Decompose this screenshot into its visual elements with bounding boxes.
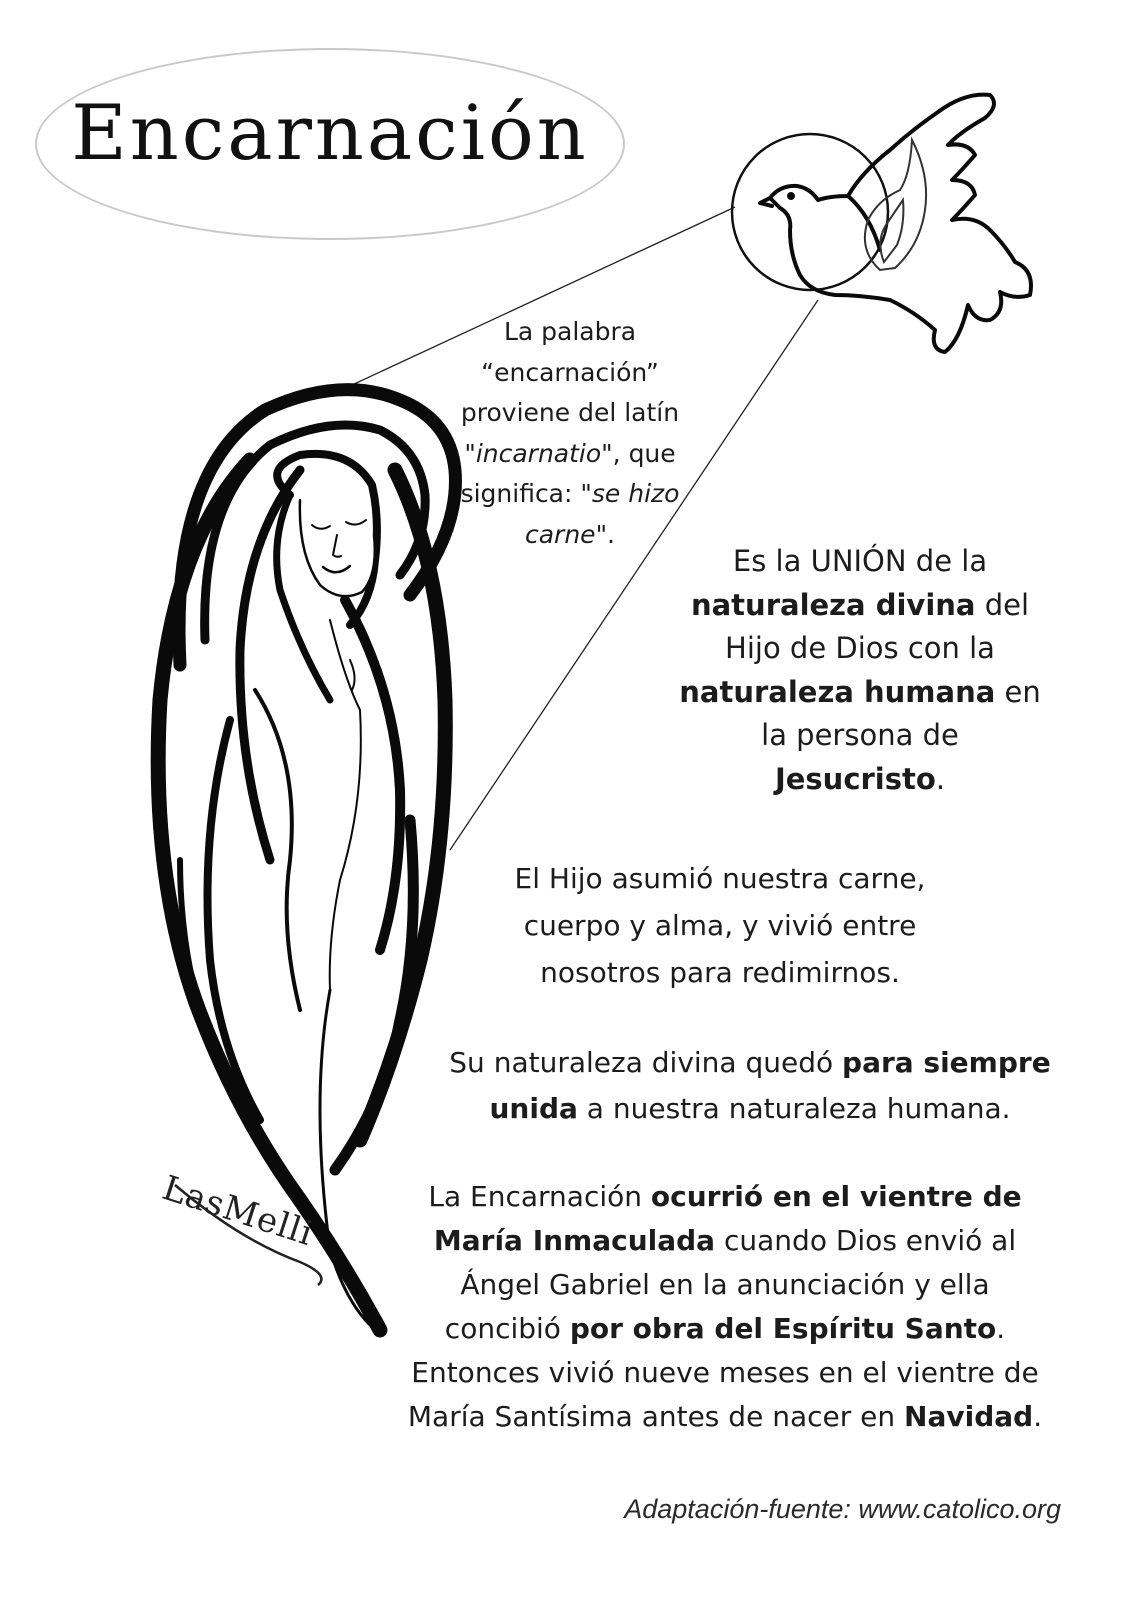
encarnacion-line: Entonces vivió nueve meses en el vientre de <box>411 1356 1039 1389</box>
encarnacion-line: . <box>1033 1400 1043 1433</box>
siempre-line: Su naturaleza divina quedó <box>449 1046 843 1079</box>
artist-signature: LasMelli <box>157 1168 319 1255</box>
dove-holy-spirit-icon <box>760 95 1031 352</box>
siempre-bold: para siempre <box>842 1046 1051 1079</box>
encarnacion-bold: ocurrió en el vientre de <box>650 1180 1022 1213</box>
union-line: . <box>935 761 946 796</box>
union-bold: naturaleza divina <box>690 587 976 622</box>
hijo-line: nosotros para redimirnos. <box>540 956 900 989</box>
encarnacion-line: Ángel Gabriel en la anunciación y ella <box>460 1268 990 1301</box>
union-line: la persona de <box>761 718 959 752</box>
union-line: Hijo de Dios con la <box>725 631 995 665</box>
etymology-quote: " <box>464 438 476 468</box>
union-bold: Jesucristo <box>774 761 936 796</box>
meaning-text: se hizo <box>591 479 680 508</box>
siempre-bold: unida <box>489 1092 578 1125</box>
encarnacion-bold: por obra del Espíritu Santo <box>569 1312 997 1345</box>
encarnacion-bold: María Inmaculada <box>433 1224 716 1257</box>
encarnacion-bold: Navidad <box>904 1400 1034 1433</box>
siempre-text <box>430 1040 1070 1132</box>
etymology-line: La palabra <box>503 317 637 346</box>
etymology-line: ". <box>595 519 616 549</box>
hijo-line: cuerpo y alma, y vivió entre <box>523 909 917 942</box>
union-text <box>665 540 1055 801</box>
etymology-line: “encarnación” <box>481 357 659 387</box>
encarnacion-line: . <box>996 1312 1006 1345</box>
union-bold: naturaleza humana <box>679 674 996 709</box>
encarnacion-line: cuando Dios envió al <box>715 1224 1017 1257</box>
encarnacion-line: concibió <box>444 1312 570 1345</box>
page-title: Encarnación <box>71 88 589 177</box>
encarnacion-text <box>385 1175 1065 1439</box>
source-credit: Adaptación-fuente: www.catolico.org <box>624 1494 1061 1524</box>
latin-word: incarnatio <box>475 438 602 468</box>
hijo-text <box>480 855 960 996</box>
encarnacion-line: María Santísima antes de nacer en <box>407 1400 905 1433</box>
union-line: Es la UNIÓN de la <box>732 544 988 578</box>
flame-icon <box>865 140 926 270</box>
meaning-text: carne <box>524 519 596 549</box>
etymology-line: proviene del latín <box>460 398 680 427</box>
encarnacion-line: La Encarnación <box>428 1180 651 1213</box>
etymology-line: significa: " <box>460 479 592 508</box>
etymology-line: ", que <box>601 438 676 468</box>
union-line: del <box>975 587 1030 622</box>
union-line: en <box>995 674 1041 709</box>
etymology-text <box>430 312 710 555</box>
hijo-line: El Hijo asumió nuestra carne, <box>514 862 926 895</box>
siempre-line: a nuestra naturaleza humana. <box>577 1092 1011 1125</box>
